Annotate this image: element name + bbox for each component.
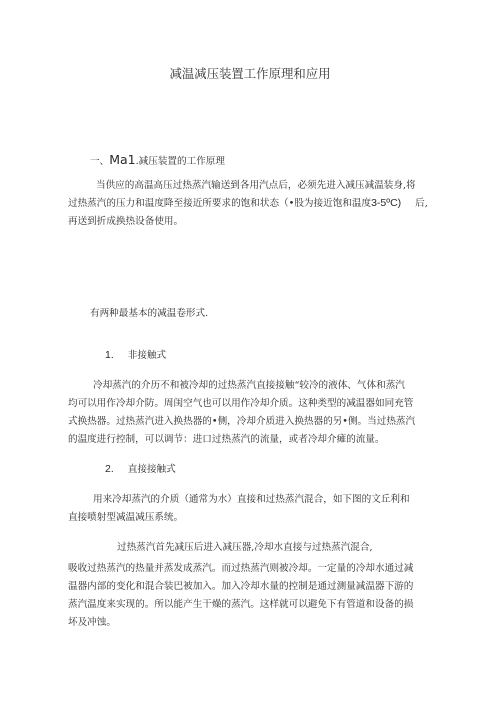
item2-para2-line: 吸收过热蒸汽的热量并蒸发成蒸汽。而过热蒸汽则被冷却。一定量的冷却水通过减 bbox=[68, 563, 414, 574]
item1-para-line: 式换热器。过热蒸汽进入换热器的•侧，冷却介质进入换热器的另•侧。当过热蒸汽 bbox=[68, 416, 416, 427]
section1-para-line: 再送到折成换热设备使用。 bbox=[68, 216, 184, 227]
item2-para-line: 直接喷射型减温减压系统。 bbox=[68, 512, 184, 523]
item2-centered-line: 过热蒸汽首先减压后进入减压器,冷却水直接与过热蒸汽混合, bbox=[117, 542, 373, 553]
item2-para-line: 用来冷却蒸汽的介质（通常为水）直接和过热蒸汽混合，如下图的文丘利和 bbox=[93, 494, 410, 505]
document-title: 减温减压装置工作原理和应用 bbox=[169, 66, 331, 81]
section1-para-line: 过热蒸汽的压力和温度降至接近所要求的饱和状态（•股为接近饱和温度3-5ºC) 后, bbox=[68, 197, 428, 209]
item2-para2-line: 坏及冲蚀。 bbox=[68, 617, 116, 628]
item2-heading bbox=[105, 461, 176, 478]
item1-label: 非接触式 bbox=[127, 350, 167, 361]
item2-para2-line: 蒸汽温度来实现的。所以能产生干燥的蒸汽。这样就可以避免下有管道和设备的损 bbox=[68, 599, 414, 610]
section1-prefix: 一、 bbox=[90, 156, 110, 167]
section1-heading bbox=[90, 151, 225, 170]
item1-para-line: 均可以用作冷却介防。周闺空气也可以用作冷却介质。这种类型的减温器如同充管 bbox=[68, 398, 414, 409]
item2-label: 直接接触式 bbox=[127, 464, 176, 475]
temperature-range: 3-5ºC) bbox=[371, 197, 402, 209]
item1-heading bbox=[105, 347, 166, 364]
item2-number: 2. bbox=[105, 463, 114, 475]
item1-number: 1. bbox=[105, 349, 114, 361]
section1-heading-text: .减压装置的工作原理 bbox=[135, 156, 225, 167]
intro-line: 有两种最基本的减温卷形式. bbox=[90, 308, 209, 319]
item1-para-line: 冷却蒸汽的介历不和被冷却的过热蒸汽直接接触“较冷的液体、气体和蒸汽 bbox=[93, 380, 405, 391]
section1-para-line: 当供应的高温高压过热蒸汽输送到各用汽点后，必须先进入减压减温装身,将 bbox=[96, 180, 416, 191]
item2-para2-line: 温器内部的变化和混合装巴被加入。加入冷却水量的控制是通过测量减温器下游的 bbox=[68, 581, 414, 592]
section1-code: Ma1 bbox=[109, 152, 136, 167]
item1-para-line: 的温度进行控制，可以调节：进口过热蒸汽的流量，或者冷却介瘫的流量。 bbox=[68, 434, 385, 445]
